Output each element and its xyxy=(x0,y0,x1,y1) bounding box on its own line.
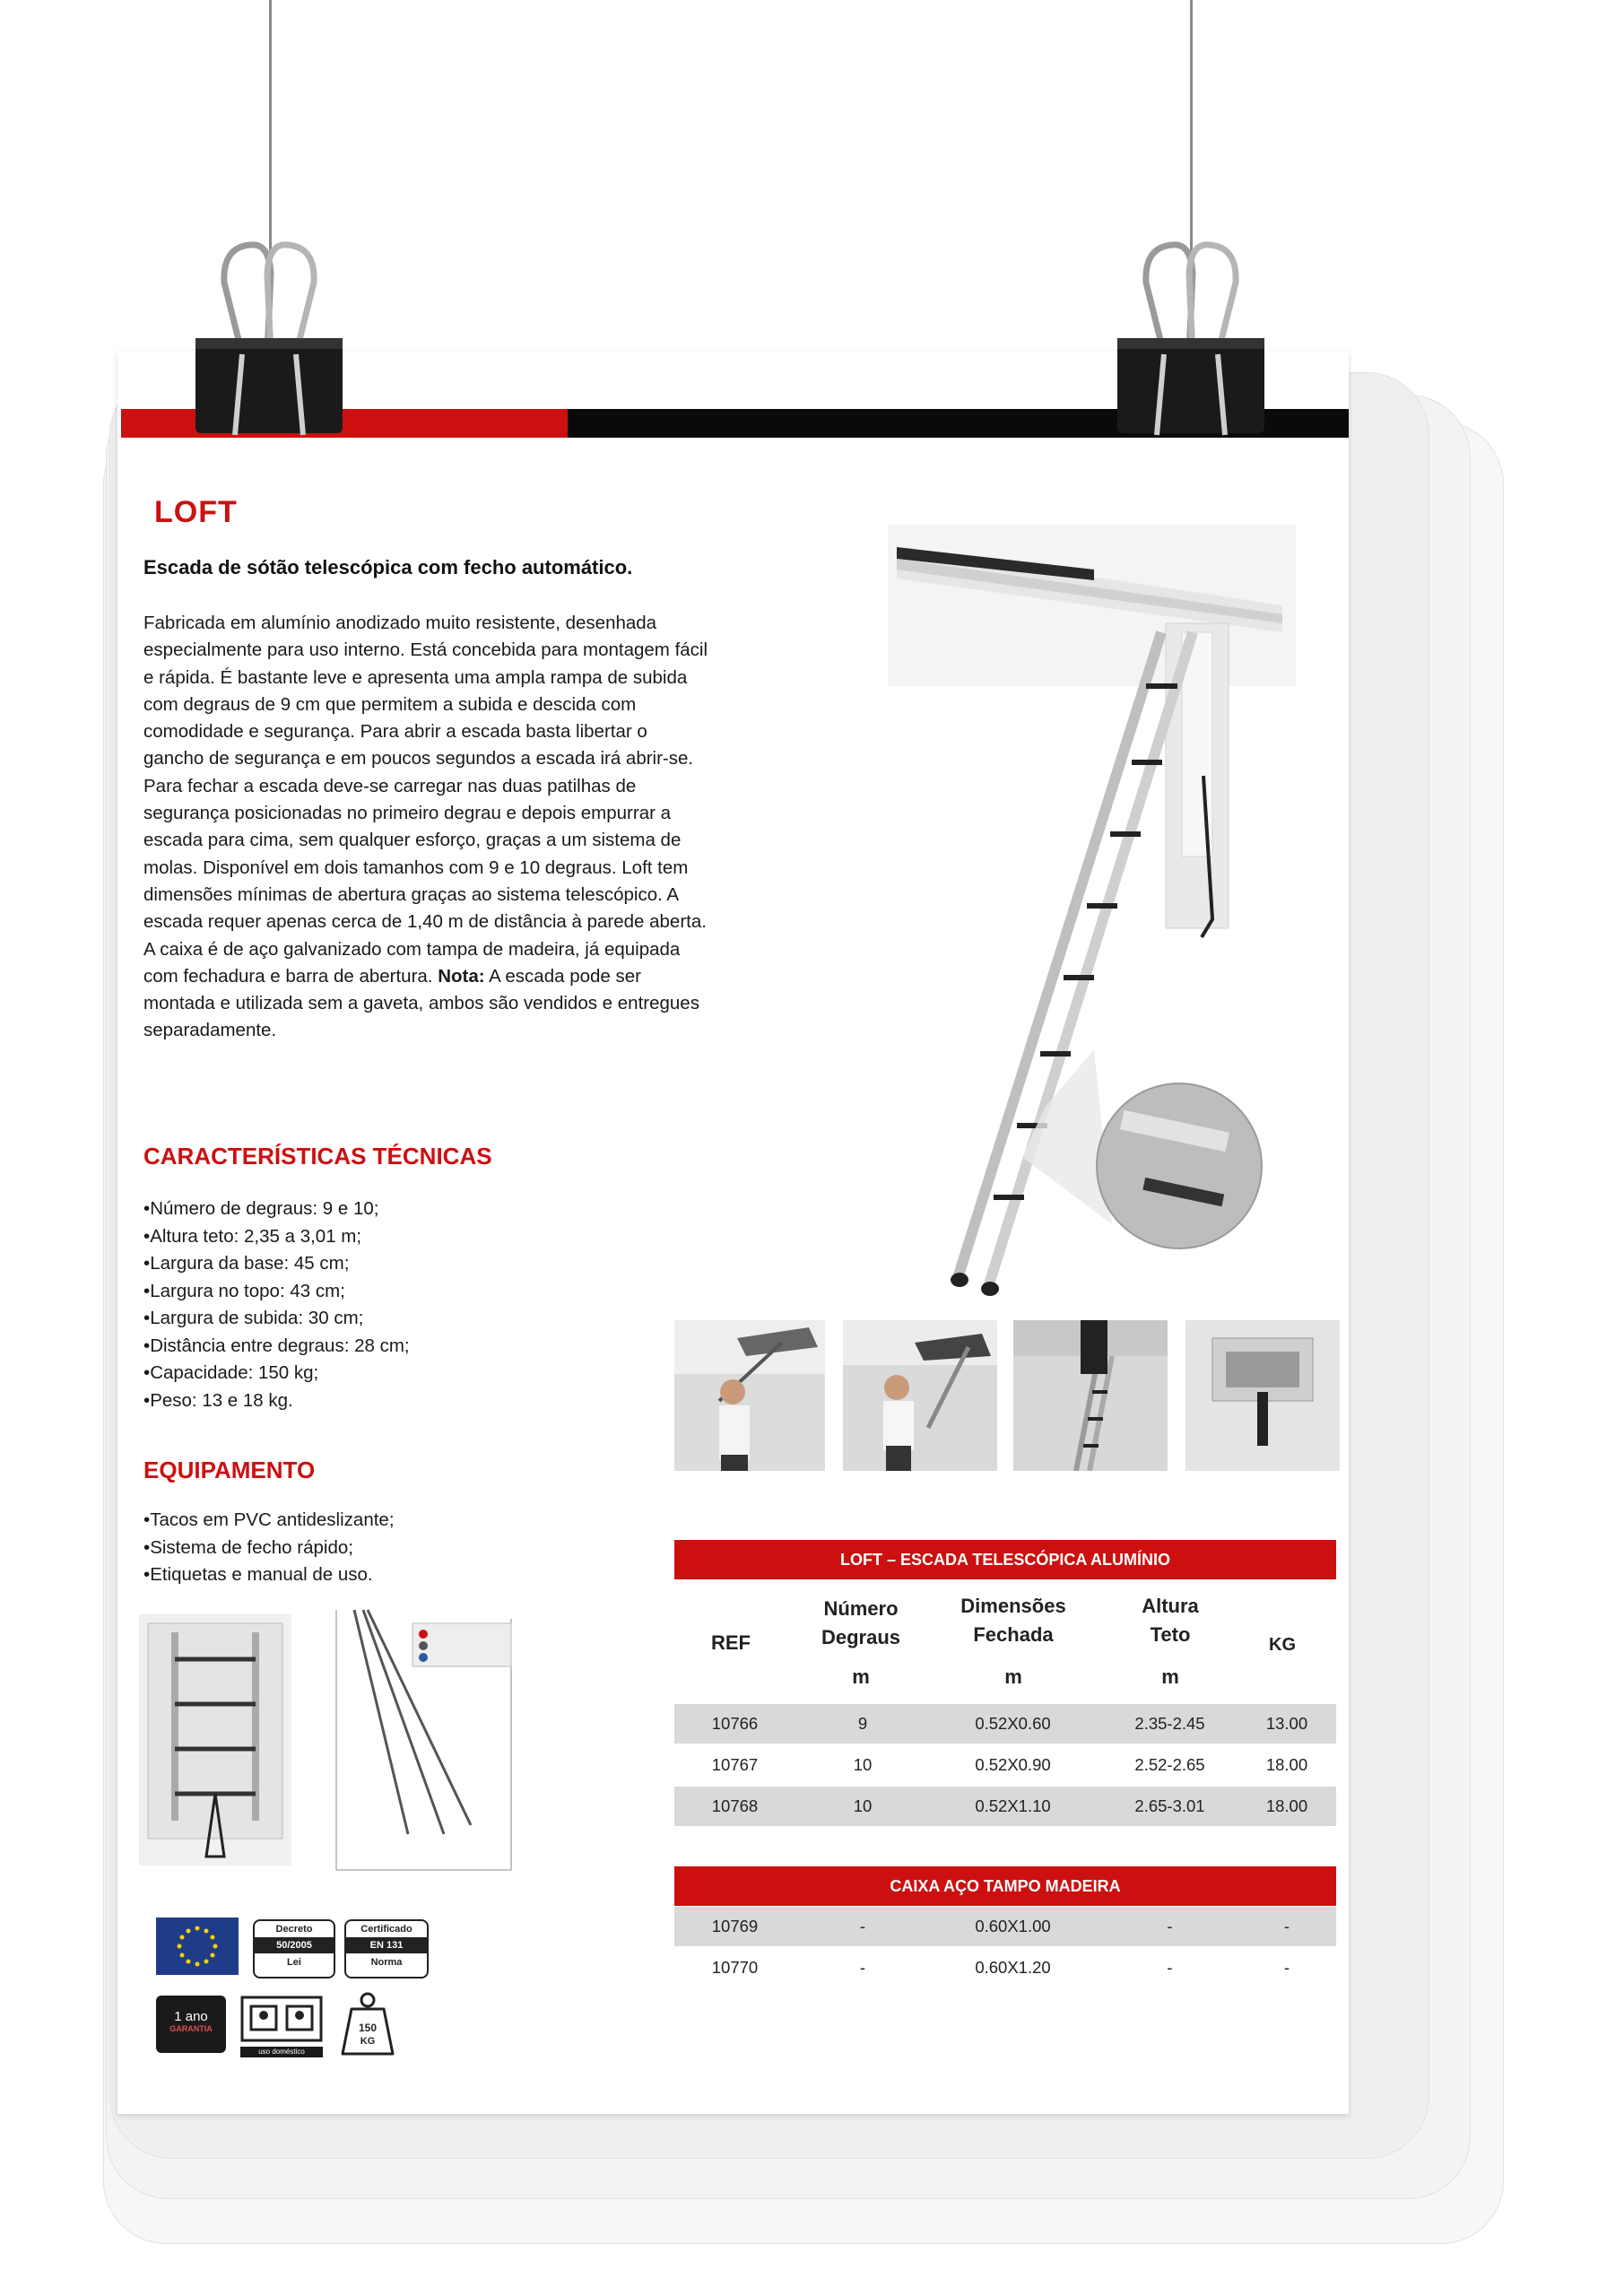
cell-kg: 18.00 xyxy=(1265,1796,1308,1815)
domestic-use-badge xyxy=(240,1996,323,2055)
spec-item: • Peso: 13 e 18 kg. xyxy=(143,1387,410,1415)
table-box-header: CAIXA AÇO TAMPO MADEIRA xyxy=(674,1866,1336,1906)
table-row xyxy=(674,1907,1336,1946)
cell-degraus: 10 xyxy=(853,1796,873,1815)
equipment-heading: EQUIPAMENTO xyxy=(143,1457,316,1483)
equipment-item: • Tacos em PVC antideslizante; xyxy=(143,1507,395,1535)
cell-altura: - xyxy=(1167,1958,1173,1977)
spec-item: • Número de degraus: 9 e 10; xyxy=(143,1196,410,1223)
spec-item: • Capacidade: 150 kg; xyxy=(143,1360,410,1387)
col-header-altura xyxy=(1099,1592,1242,1692)
cert-norm: EN 131 xyxy=(346,1937,427,1953)
cell-altura: 2.52-2.65 xyxy=(1134,1755,1205,1774)
weight-unit: KG xyxy=(360,2036,376,2047)
cell-altura: 2.65-3.01 xyxy=(1134,1796,1205,1815)
cell-ref: 10768 xyxy=(711,1796,759,1815)
equipment-item: • Etiquetas e manual de uso. xyxy=(143,1561,395,1589)
weight-capacity-badge xyxy=(339,1991,396,2057)
col-header-degraus-line2: Degraus xyxy=(821,1626,901,1648)
cell-kg: 13.00 xyxy=(1265,1714,1308,1733)
cell-altura: 2.35-2.45 xyxy=(1134,1714,1205,1733)
table-row xyxy=(674,1948,1336,1987)
binder-clip-left-icon xyxy=(188,229,350,439)
product-subtitle: Escada de sótão telescópica com fecho automático. xyxy=(143,556,633,578)
cell-dimensoes: 0.60X1.20 xyxy=(975,1958,1051,1977)
cert-norma: Norma xyxy=(370,1957,403,1968)
ladder-main-image xyxy=(888,525,1296,1305)
cert-label: Certificado xyxy=(360,1924,413,1935)
cell-degraus: - xyxy=(859,1917,866,1935)
col-header-dim-unit: m xyxy=(1004,1665,1022,1688)
cell-ref: 10766 xyxy=(711,1714,759,1733)
specs-heading: CARACTERÍSTICAS TÉCNICAS xyxy=(143,1143,492,1170)
cell-dimensoes: 0.60X1.00 xyxy=(975,1917,1051,1935)
weight-value: 150 xyxy=(358,2022,378,2034)
cell-ref: 10767 xyxy=(711,1755,759,1774)
cell-kg: - xyxy=(1283,1917,1290,1935)
col-header-kg: KG xyxy=(1269,1635,1296,1655)
note-text: A escada pode ser montada e utilizada sem a gaveta, ambos são vendidos e entregues separadamente. xyxy=(143,965,699,1041)
cell-ref: 10769 xyxy=(711,1917,759,1935)
ladder-closed-photo xyxy=(139,1614,291,1866)
table-loft-header: LOFT – ESCADA TELESCÓPICA ALUMÍNIO xyxy=(674,1540,1336,1579)
col-header-degraus xyxy=(789,1595,933,1692)
cell-kg: - xyxy=(1283,1958,1290,1977)
description-text: Fabricada em alumínio anodizado muito resistente, desenhada especialmente para uso interno. Está concebida para montagem fácil e rápida. É bastante leve e apresenta uma ampla rampa de subida com degraus de 9 cm que permitem a subida e descida com comodidade e segurança. Para abrir a escada basta libertar o gancho de segurança e em poucos segundos a escada irá abrir-se. Para fechar a escada deve-se carregar nas duas patilhas de segurança posicionadas no primeiro degrau e depois empurrar a escada para cima, sem qualquer esforço, graças a um sistema de molas. Disponível em dois tamanhos com 9 e 10 degraus. Loft tem dimensões mínimas de abertura graças ao sistema telescópico. A escada requer apenas cerca de 1,40 m de distância à parede aberta. A caixa é de aço galvanizado com tampa de madeira, já equipada com fechadura e barra de abertura. xyxy=(143,613,708,987)
table-row xyxy=(674,1745,1336,1785)
cell-ref: 10770 xyxy=(711,1958,759,1977)
hanging-wire-left xyxy=(269,0,272,260)
photo-climbing-ladder xyxy=(1013,1320,1168,1471)
col-header-ref: REF xyxy=(711,1631,751,1654)
eu-flag-icon xyxy=(156,1918,239,1975)
product-title: LOFT xyxy=(154,495,238,529)
decreto-badge xyxy=(253,1919,335,1979)
cell-degraus: 9 xyxy=(857,1714,868,1733)
decreto-number: 50/2005 xyxy=(255,1937,334,1953)
spec-item: • Distância entre degraus: 28 cm; xyxy=(143,1333,410,1361)
col-header-alt-line1: Altura xyxy=(1142,1595,1199,1617)
col-header-degraus-unit: m xyxy=(852,1665,870,1688)
product-description xyxy=(143,610,708,1045)
photo-opening-hook xyxy=(674,1320,825,1471)
spec-item: • Largura da base: 45 cm; xyxy=(143,1250,410,1278)
table-row xyxy=(674,1704,1336,1744)
equipment-list xyxy=(143,1507,395,1589)
cell-altura: - xyxy=(1167,1917,1173,1935)
col-header-alt-line2: Teto xyxy=(1150,1623,1191,1646)
certificado-badge xyxy=(344,1919,429,1979)
col-header-dim-line2: Fechada xyxy=(973,1623,1054,1646)
warranty-badge xyxy=(156,1996,226,2053)
equipment-item: • Sistema de fecho rápido; xyxy=(143,1535,395,1562)
specs-list xyxy=(143,1196,410,1414)
domestic-use-label: uso doméstico xyxy=(240,2047,323,2057)
warranty-years: 1 ano xyxy=(174,2009,208,2024)
domestic-use-icon xyxy=(240,1996,323,2042)
cell-degraus: 10 xyxy=(853,1755,873,1774)
cell-dimensoes: 0.52X0.90 xyxy=(975,1755,1051,1774)
cell-dimensoes: 0.52X0.60 xyxy=(975,1714,1051,1733)
spec-item: • Largura no topo: 43 cm; xyxy=(143,1278,410,1306)
warranty-label: GARANTIA xyxy=(169,2024,213,2033)
col-header-dim-line1: Dimensões xyxy=(960,1595,1066,1617)
col-header-alt-unit: m xyxy=(1161,1665,1179,1688)
cell-degraus: - xyxy=(859,1958,866,1977)
note-label: Nota: xyxy=(438,965,485,987)
binder-clip-right-icon xyxy=(1110,229,1272,439)
cell-kg: 18.00 xyxy=(1265,1755,1308,1774)
ladder-technical-drawing xyxy=(318,1601,534,1888)
col-header-degraus-line1: Número xyxy=(823,1597,899,1620)
spec-item: • Largura de subida: 30 cm; xyxy=(143,1305,410,1333)
table-row xyxy=(674,1787,1336,1826)
decreto-label: Decreto xyxy=(275,1924,313,1935)
spec-item: • Altura teto: 2,35 a 3,01 m; xyxy=(143,1223,410,1251)
hanging-wire-right xyxy=(1190,0,1193,260)
photo-closed-box xyxy=(1185,1320,1340,1471)
photo-pulling-ladder xyxy=(843,1320,997,1471)
col-header-dimensoes xyxy=(942,1592,1085,1692)
cell-dimensoes: 0.52X1.10 xyxy=(975,1796,1051,1815)
decreto-lei: Lei xyxy=(287,1957,301,1968)
